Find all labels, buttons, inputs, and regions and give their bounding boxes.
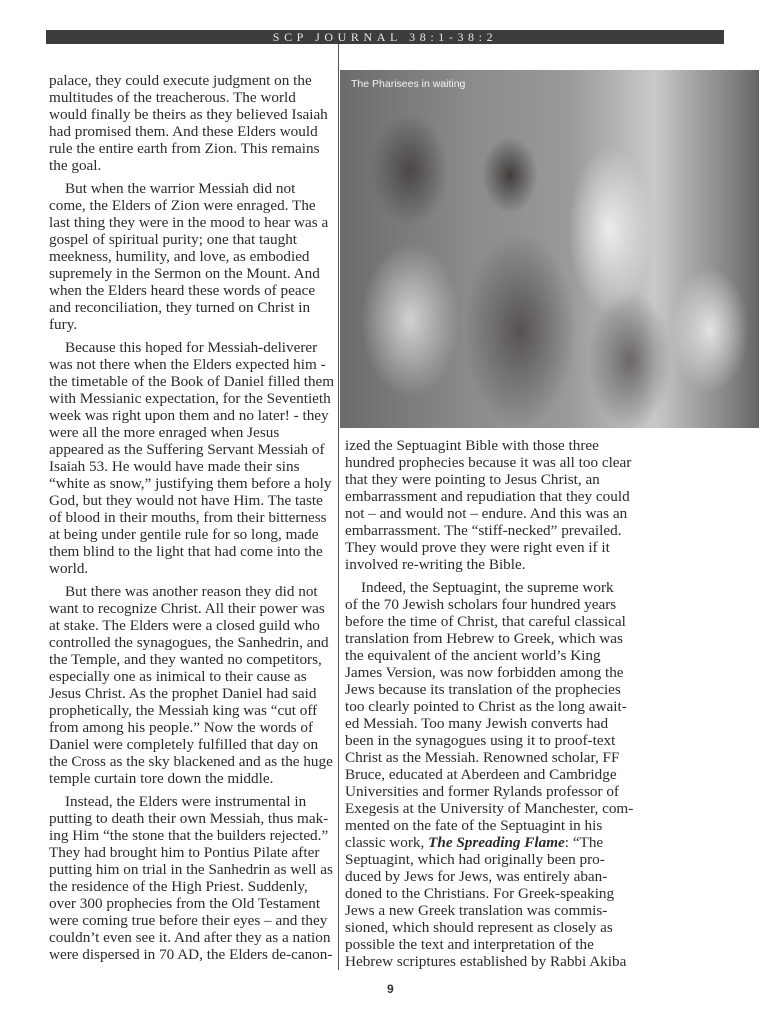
text-line: gospel of spiritual purity; one that taught	[49, 231, 298, 248]
text-line: Daniel were completely fulfilled that day on	[49, 736, 319, 753]
paragraph	[49, 339, 339, 577]
text-line: Indeed, the Septuagint, the supreme work	[361, 579, 614, 596]
text-line: when the Elders heard these words of peace	[49, 282, 316, 299]
text-line: week was right upon them and no later! - they	[49, 407, 329, 424]
text-line: translation from Hebrew to Greek, which was	[345, 630, 623, 647]
paragraph	[345, 579, 665, 970]
text-line: fury.	[49, 316, 78, 333]
text-line: Jesus Christ. As the prophet Daniel had said	[49, 685, 317, 702]
text-line: over 300 prophecies from the Old Testament	[49, 895, 321, 912]
text-line: were dispersed in 70 AD, the Elders de-canon-	[49, 946, 333, 963]
text-line: of blood in their mouths, from their bitterness	[49, 509, 327, 526]
text-line: at being under gentile rule for so long, made	[49, 526, 319, 543]
text-line: before the time of Christ, that careful classical	[345, 613, 626, 630]
text-line: Jews because its translation of the prophecies	[345, 681, 621, 698]
text-line: temple curtain tore down the middle.	[49, 770, 274, 787]
text-line: was not there when the Elders expected him -	[49, 356, 326, 373]
text-line: Isaiah 53. He would have made their sins	[49, 458, 300, 475]
text-line: want to recognize Christ. All their power was	[49, 600, 325, 617]
text-line: controlled the synagogues, the Sanhedrin, and	[49, 634, 329, 651]
text-line: meekness, humility, and love, as embodied	[49, 248, 310, 265]
text-line: involved re-writing the Bible.	[345, 556, 526, 573]
text-line: ing Him “the stone that the builders rejected.”	[49, 827, 329, 844]
title-line-prefix: classic work,	[345, 834, 429, 851]
text-line: “white as snow,” justifying them before a holy	[49, 475, 332, 492]
text-line: Septuagint, which had originally been pro-	[345, 851, 605, 868]
text-line: doned to the Christians. For Greek-speaking	[345, 885, 615, 902]
title-line-suffix: : “The	[564, 834, 604, 851]
text-line: rule the entire earth from Zion. This remains	[49, 140, 320, 157]
text-line: Universities and former Rylands professor of	[345, 783, 619, 800]
book-title: The Spreading Flame	[428, 834, 565, 851]
text-line: sioned, which should represent as closely as	[345, 919, 613, 936]
text-line: last thing they were in the mood to hear was a	[49, 214, 329, 231]
text-line: multitudes of the treacherous. The world	[49, 89, 296, 106]
text-line: would finally be theirs as they believed Isaiah	[49, 106, 328, 123]
right-column	[345, 437, 665, 970]
text-line: embarrassment and repudiation that they could	[345, 488, 630, 505]
text-line: appeared as the Suffering Servant Messiah of	[49, 441, 325, 458]
text-line: They had brought him to Pontius Pilate after	[49, 844, 320, 861]
text-line: too clearly pointed to Christ as the long await-	[345, 698, 627, 715]
photo-pharisees-icon	[340, 70, 759, 428]
text-line: were all the more enraged when Jesus	[49, 424, 280, 441]
text-line: But when the warrior Messiah did not	[65, 180, 296, 197]
text-line: were coming true before their eyes – and they	[49, 912, 328, 929]
text-line	[345, 834, 665, 851]
text-line: especially one as inimical to their cause as	[49, 668, 307, 685]
photo-caption: The Pharisees in waiting	[351, 78, 466, 90]
text-line: putting to death their own Messiah, thus mak-	[49, 810, 329, 827]
text-line: the Temple, and they wanted no competitors,	[49, 651, 322, 668]
page-number: 9	[387, 982, 394, 996]
text-line: They would prove they were right even if it	[345, 539, 610, 556]
text-line: world.	[49, 560, 89, 577]
text-line: possible the text and interpretation of the	[345, 936, 594, 953]
text-line: Hebrew scriptures established by Rabbi Akiba	[345, 953, 627, 970]
paragraph	[345, 437, 665, 573]
text-line: Because this hoped for Messiah-deliverer	[65, 339, 318, 356]
left-column	[49, 72, 339, 963]
text-line: of the 70 Jewish scholars four hundred years	[345, 596, 617, 613]
text-line: with Messianic expectation, for the Seventieth	[49, 390, 331, 407]
text-line: the timetable of the Book of Daniel filled them	[49, 373, 335, 390]
text-line: supremely in the Sermon on the Mount. And	[49, 265, 320, 282]
text-line: God, but they would not have Him. The taste	[49, 492, 323, 509]
text-line: not – and would not – endure. And this was an	[345, 505, 628, 522]
text-line: James Version, was now forbidden among the	[345, 664, 624, 681]
text-line: hundred prophecies because it was all too clear	[345, 454, 632, 471]
journal-title: SCP JOURNAL 38:1-38:2	[272, 30, 498, 44]
text-line: the equivalent of the ancient world’s King	[345, 647, 601, 664]
text-line: ized the Septuagint Bible with those three	[345, 437, 599, 454]
text-line: Instead, the Elders were instrumental in	[65, 793, 307, 810]
text-line: ed Messiah. Too many Jewish converts had	[345, 715, 609, 732]
text-line: come, the Elders of Zion were enraged. The	[49, 197, 316, 214]
paragraph	[49, 72, 339, 174]
text-line: had promised them. And these Elders would	[49, 123, 318, 140]
paragraph	[49, 180, 339, 333]
text-line: But there was another reason they did not	[65, 583, 318, 600]
paragraph	[49, 583, 339, 787]
text-line: palace, they could execute judgment on the	[49, 72, 312, 89]
text-line: the goal.	[49, 157, 102, 174]
text-line: putting him on trial in the Sanhedrin as well as	[49, 861, 333, 878]
text-line: the Cross as the sky blackened and as the huge	[49, 753, 333, 770]
text-line: them blind to the light that had come into the	[49, 543, 323, 560]
text-line: that they were pointing to Jesus Christ, an	[345, 471, 600, 488]
text-line: been in the synagogues using it to proof-text	[345, 732, 616, 749]
text-line: couldn’t even see it. And after they as a nation	[49, 929, 331, 946]
text-line: the residence of the High Priest. Suddenly,	[49, 878, 308, 895]
text-line: Christ as the Messiah. Renowned scholar, FF	[345, 749, 620, 766]
text-line: prophetically, the Messiah king was “cut off	[49, 702, 318, 719]
text-line: Jews a new Greek translation was commis-	[345, 902, 608, 919]
text-line: Bruce, educated at Aberdeen and Cambridge	[345, 766, 617, 783]
text-line: duced by Jews for Jews, was entirely aban-	[345, 868, 608, 885]
paragraph	[49, 793, 339, 963]
text-line: from among his people.” Now the words of	[49, 719, 314, 736]
running-header	[46, 30, 724, 44]
text-line: Exegesis at the University of Manchester, com-	[345, 800, 634, 817]
text-line: at stake. The Elders were a closed guild who	[49, 617, 320, 634]
text-line: embarrassment. The “stiff-necked” prevailed.	[345, 522, 622, 539]
text-line: and reconciliation, they turned on Christ in	[49, 299, 311, 316]
text-line: mented on the fate of the Septuagint in his	[345, 817, 603, 834]
